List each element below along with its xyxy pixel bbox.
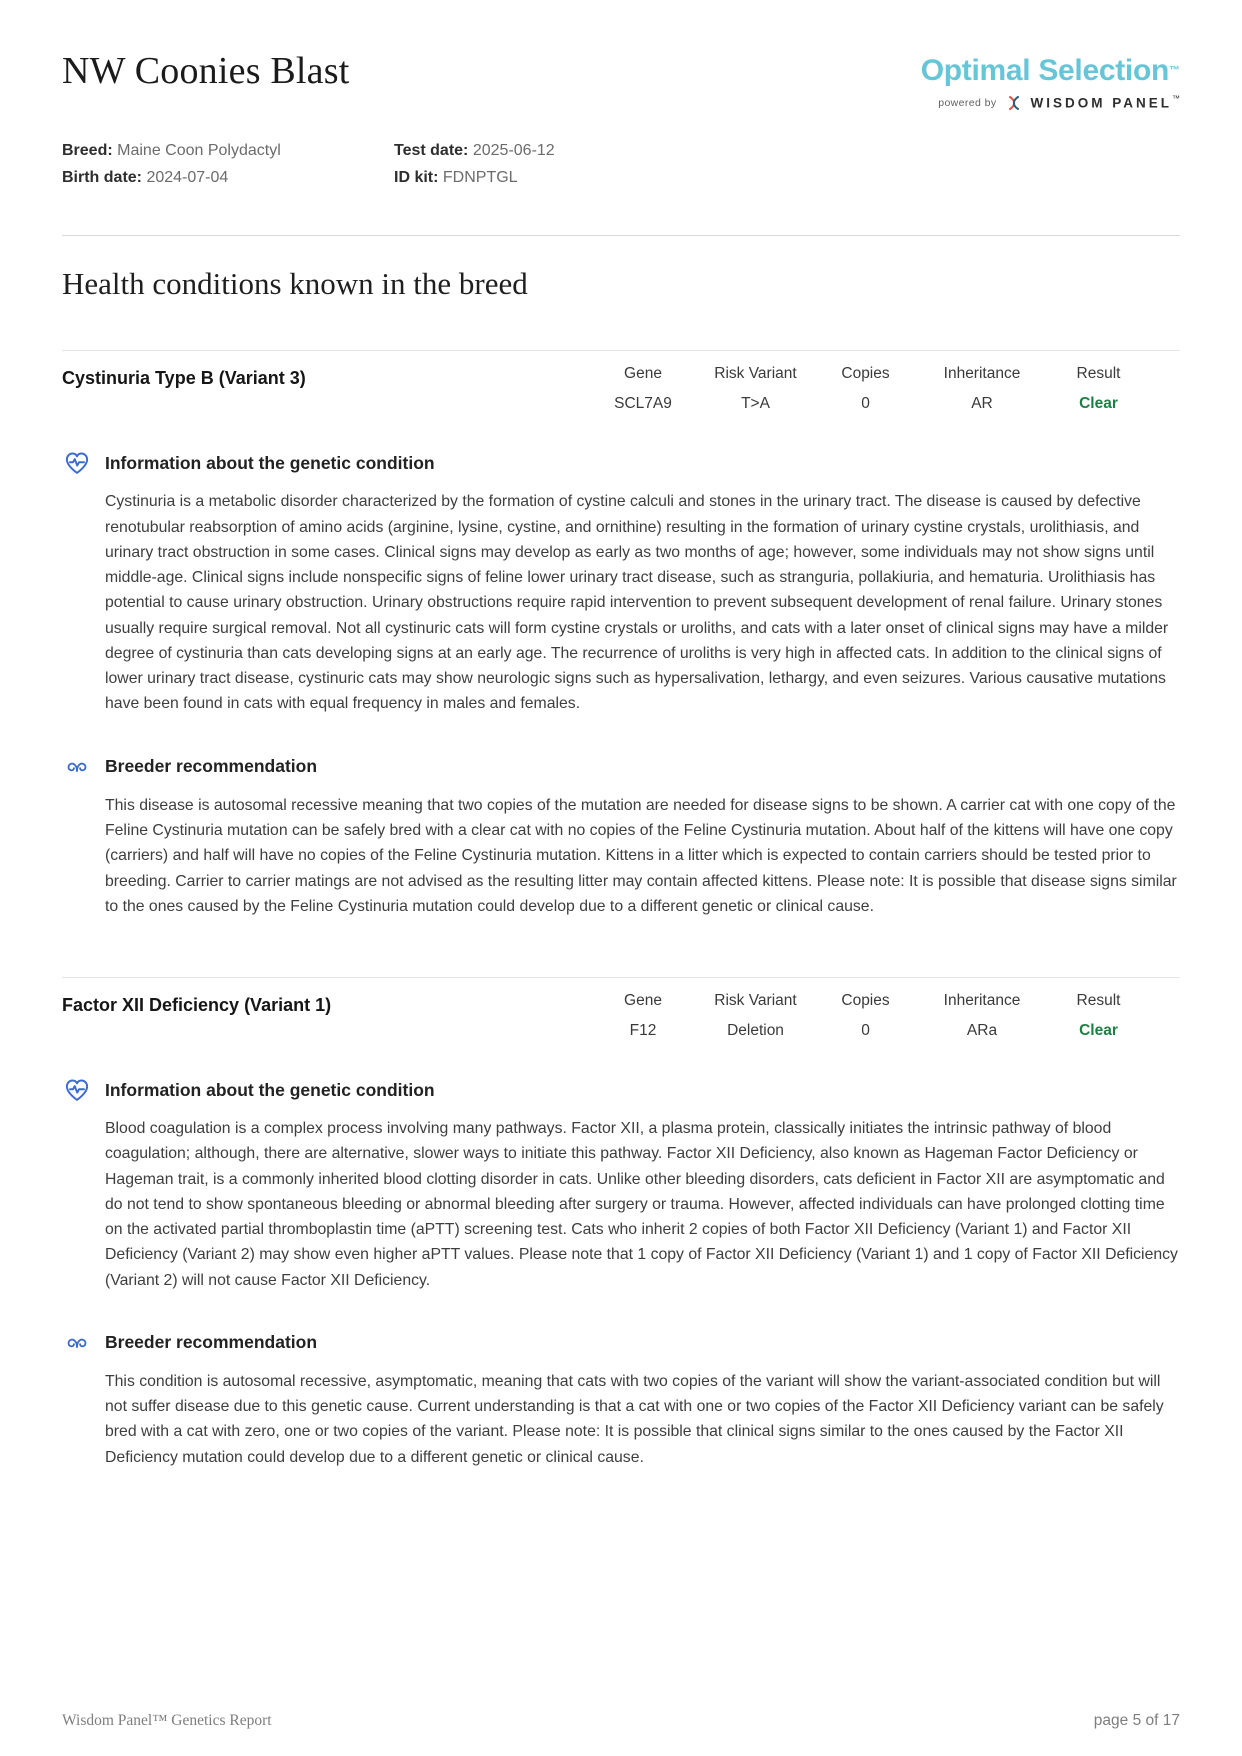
genetic-condition-info-section (62, 1076, 1180, 1293)
birth-date-value: 2024-07-04 (146, 169, 229, 187)
birth-date-row (62, 169, 394, 187)
condition-result-table (593, 365, 1146, 413)
id-kit-row (394, 169, 822, 187)
risk-variant-value: Deletion (727, 1022, 784, 1040)
gene-value: F12 (629, 1022, 657, 1040)
risk-variant-column-header: Risk Variant (714, 992, 797, 1010)
copies-column-header: Copies (841, 365, 890, 383)
brand-trademark: ™ (1169, 64, 1180, 77)
gene-column-header: Gene (624, 365, 662, 383)
copies-value: 0 (861, 1022, 870, 1040)
page-footer (62, 1712, 1180, 1730)
test-date-value: 2025-06-12 (472, 142, 555, 160)
inheritance-column-header: Inheritance (943, 992, 1021, 1010)
risk-variant-column-header: Risk Variant (714, 365, 797, 383)
test-date-label: Test date: (394, 142, 469, 160)
genetic-condition-info-section (62, 449, 1180, 716)
dna-helix-icon (1006, 95, 1022, 111)
partner-trademark: ™ (1172, 94, 1180, 103)
optimal-selection-logo: Optimal Selection (920, 54, 1169, 87)
breeder-text: This condition is autosomal recessive, asymptomatic, meaning that cats with two copies of the variant will show the variant-associated condition but will not suffer disease due to this genetic cause. Current understanding is that a cat with one or two copies of the Factor XII Deficiency variant can be safely bred with a cat with zero, one or two copies of the variant. Please note: It is possible that clinical signs similar to the ones caused by the Factor XII Deficiency mutation could develop due to a different genetic or clinical cause. (105, 1372, 1164, 1466)
condition-block-factor-xii (62, 977, 1180, 1470)
pet-name: NW Coonies Blast (62, 50, 350, 92)
result-column-header: Result (1076, 992, 1121, 1010)
report-header (62, 0, 1180, 112)
info-heading: Information about the genetic condition (105, 1079, 435, 1100)
breeder-heading: Breeder recommendation (105, 756, 318, 777)
test-date-row (394, 142, 822, 160)
birth-date-label: Birth date: (62, 169, 142, 187)
risk-variant-value: T>A (741, 395, 770, 413)
id-kit-label: ID kit: (394, 169, 439, 187)
inheritance-value: ARa (966, 1022, 998, 1040)
condition-block-cystinuria (62, 350, 1180, 919)
copies-value: 0 (861, 395, 870, 413)
brand-logo (921, 50, 1180, 112)
condition-name: Cystinuria Type B (Variant 3) (62, 368, 306, 389)
result-column-header: Result (1076, 365, 1121, 383)
breeder-heading: Breeder recommendation (105, 1332, 318, 1353)
header-divider (62, 235, 1180, 236)
condition-name: Factor XII Deficiency (Variant 1) (62, 995, 332, 1016)
wisdom-panel-logo: WISDOM PANEL (1030, 95, 1172, 111)
page-title: Health conditions known in the breed (62, 266, 528, 302)
page-number: page 5 of 17 (1093, 1712, 1180, 1729)
result-value: Clear (1079, 1022, 1118, 1040)
breeder-recommendation-section (62, 1329, 1180, 1470)
condition-result-table (593, 992, 1146, 1040)
heart-pulse-icon (62, 1076, 92, 1104)
powered-by-label: powered by (938, 97, 997, 110)
breed-label: Breed: (62, 142, 113, 160)
breeder-curl-icon (62, 1329, 92, 1357)
breeder-recommendation-section (62, 753, 1180, 919)
gene-value: SCL7A9 (614, 395, 672, 413)
gene-column-header: Gene (624, 992, 662, 1010)
id-kit-value: FDNPTGL (442, 169, 518, 187)
breed-value: Maine Coon Polydactyl (117, 142, 281, 160)
breeder-text: This disease is autosomal recessive meaning that two copies of the mutation are needed for disease signs to be shown. A carrier cat with one copy of the Feline Cystinuria mutation can be safely bred with a clear cat with no copies of the Feline Cystinuria mutation. About half of the kittens will have one copy (carriers) and half will have no copies of the Feline Cystinuria mutation. Kittens in a litter which is expected to contain carriers should be tested prior to breeding. Carrier to carrier matings are not advised as the resulting litter may contain affected kittens. Please note: It is possible that disease signs similar to the ones caused by the Feline Cystinuria mutation could develop due to a different genetic or clinical cause. (105, 796, 1177, 915)
breed-row (62, 142, 394, 160)
pet-meta (62, 142, 822, 187)
breeder-curl-icon (62, 753, 92, 781)
report-title: Wisdom Panel™ Genetics Report (62, 1712, 272, 1729)
heart-pulse-icon (62, 449, 92, 477)
inheritance-column-header: Inheritance (943, 365, 1021, 383)
info-text: Blood coagulation is a complex process involving many pathways. Factor XII, a plasma protein, classically initiates the intrinsic pathway of blood coagulation; although, there are alternative, slower ways to initiate this pathway. Factor XII Deficiency, also known as Hageman Factor Deficiency or Hageman trait, is a commonly inherited blood clotting disorder in cats. Unlike other bleeding disorders, cats deficient in Factor XII are asymptomatic and do not tend to show spontaneous bleeding or abnormal bleeding after surgery or trauma. However, affected individuals can have prolonged clotting time on the activated partial thromboplastin time (aPTT) screening test. Cats who inherit 2 copies of both Factor XII Deficiency (Variant 1) and Factor XII Deficiency (Variant 2) may show even higher aPTT values. Please note that 1 copy of Factor XII Deficiency (Variant 1) and 1 copy of Factor XII Deficiency (Variant 2) will not cause Factor XII Deficiency. (105, 1120, 1178, 1289)
info-heading: Information about the genetic condition (105, 452, 435, 473)
info-text: Cystinuria is a metabolic disorder characterized by the formation of cystine calculi and stones in the urinary tract. The disease is caused by defective renotubular reabsorption of amino acids (arginine, lysine, cystine, and ornithine) resulting in the formation of urinary cystine crystals, urolithiasis, and urinary tract obstruction in some cases. Clinical signs may develop as early as two months of age; however, some individuals may not show signs until middle-age. Clinical signs include nonspecific signs of feline lower urinary tract disease, such as stranguria, pollakiuria, and hematuria. Urolithiasis has potential to cause urinary obstruction. Urinary obstructions require rapid intervention to prevent subsequent development of renal failure. Urinary stones usually require surgical removal. Not all cystinuric cats will form cystine crystals or uroliths, and cats with a later onset of clinical signs may have a milder degree of cystinuria than cats developing signs at an early age. The recurrence of uroliths is very high in affected cats. In addition to the clinical signs of lower urinary tract disease, cystinuric cats may show neurologic signs such as hypersalivation, lethargy, and even seizures. Various causative mutations have been found in cats with equal frequency in males and females. (105, 493, 1169, 713)
copies-column-header: Copies (841, 992, 890, 1010)
inheritance-value: AR (971, 395, 993, 413)
result-value: Clear (1079, 395, 1118, 413)
